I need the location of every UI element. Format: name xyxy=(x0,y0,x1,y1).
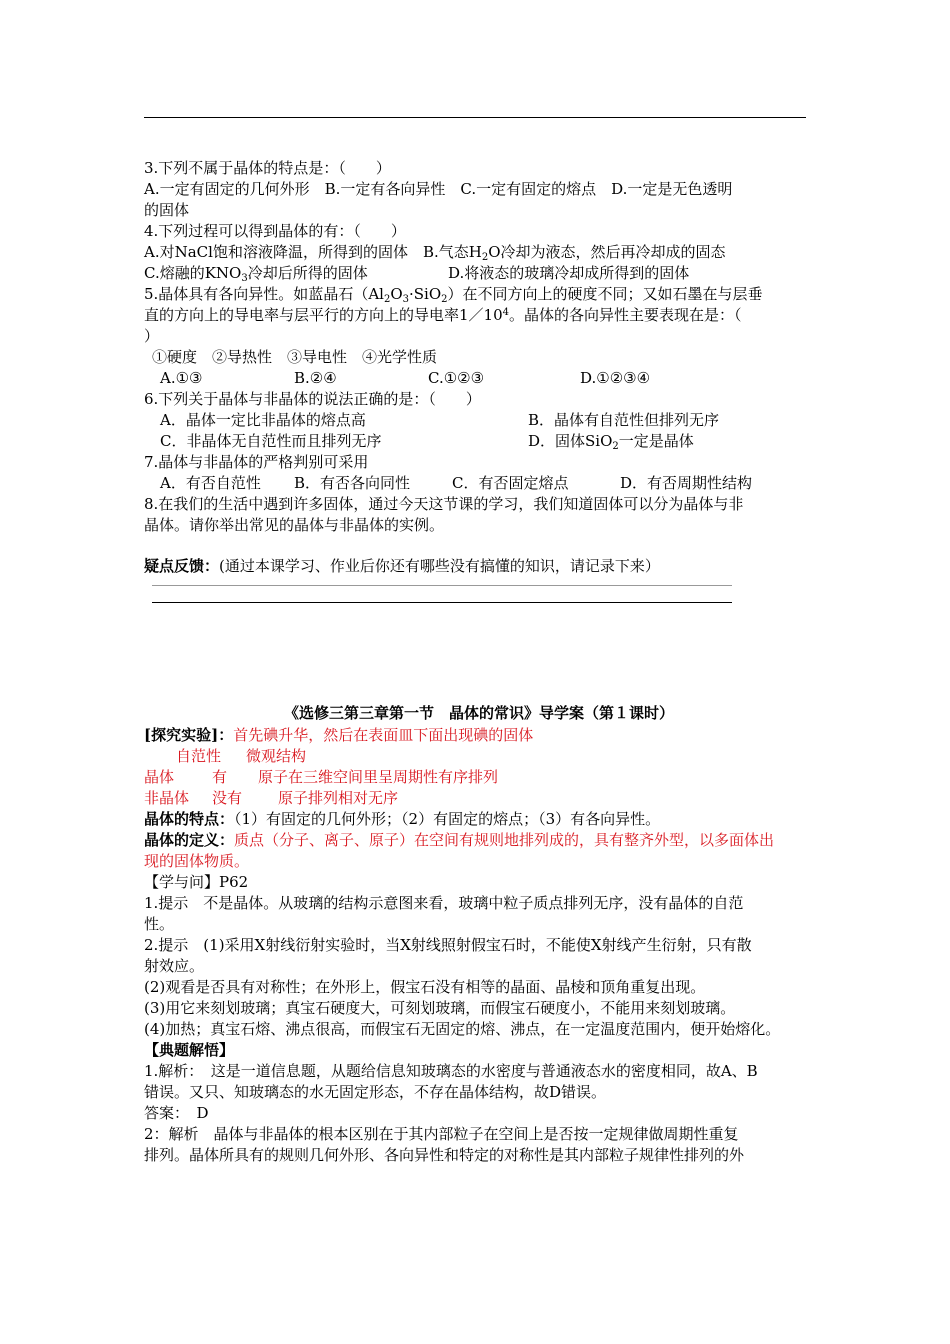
study-answer-1-line-2: 性。 xyxy=(144,915,175,933)
feedback-label: 疑点反馈： xyxy=(144,557,220,575)
typical-example-2-line-1: 2：解析 晶体与非晶体的根本区别在于其内部粒子在空间上是否按一定规律做周期性重复 xyxy=(144,1125,739,1143)
question-5-line1: 5.晶体具有各向异性。如蓝晶石$(Al_2O_3\cdot SiO_2)$在不同方向上的硬度不同；又如石墨在与层垂 xyxy=(144,285,763,305)
top-rule xyxy=(144,117,806,118)
question-4-options-ab: A.对NaCl饱和溶液降温，所得到的固体 B.气态$H_2O$冷却为液态，然后再冷却成的固态 xyxy=(144,243,726,263)
definition-line-2: 现的固体物质。 xyxy=(144,852,250,870)
definition-line-1: 晶体的定义：质点（分子、离子、原子）在空间有规则地排列成的，具有整齐外型，以多面体出 xyxy=(144,831,775,849)
feedback-text: (通过本课学习、作业后你还有哪些没有搞懂的知识，请记录下来） xyxy=(219,557,660,575)
explore-row-3: 非晶体 没有 原子排列相对无序 xyxy=(144,789,399,807)
explore-label: [探究实验]： xyxy=(144,726,234,744)
question-3-options-cont: 的固体 xyxy=(144,201,190,219)
question-5-line2: 直的方向上的导电率与层平行的方向上的导电率$1/10^4$。晶体的各向异性主要表现在是：（ xyxy=(144,306,742,324)
typical-example-2-line-2: 排列。晶体所具有的规则几何外形、各向异性和特定的对称性是其内部粒子规律性排列的外 xyxy=(144,1146,745,1164)
question-8-line2: 晶体。请你举出常见的晶体与非晶体的实例。 xyxy=(144,516,445,534)
study-answer-2-line-5: (4)加热；真宝石熔、沸点很高，而假宝石无固定的熔、沸点，在一定温度范围内，便开始熔化。 xyxy=(144,1020,781,1038)
study-header: 【学与问】P62 xyxy=(144,873,249,891)
typical-example-1-line-1: 1.解析： 这是一道信息题，从题给信息知玻璃态的水密度与普通液态水的密度相同，故A、B xyxy=(144,1062,758,1080)
page-content xyxy=(144,158,814,1166)
question-6-stem: 6.下列关于晶体与非晶体的说法正确的是：（ ） xyxy=(144,390,481,408)
explore-line xyxy=(144,725,814,746)
question-7-options: A．有否自范性 B．有否各向同性 C．有否固定熔点 D．有否周期性结构 xyxy=(160,474,753,492)
typical-header: 【典题解悟】 xyxy=(144,1041,235,1059)
feedback-line xyxy=(144,556,814,577)
features-line xyxy=(144,809,814,830)
question-6-options-cd: C．非晶体无自范性而且排列无序 D．固体SiO$_2$一定是晶体 xyxy=(160,432,694,452)
question-8-line1: 8.在我们的生活中遇到许多固体，通过今天这节课的学习，我们知道固体可以分为晶体与非 xyxy=(144,495,744,513)
definition-label: 晶体的定义： xyxy=(144,831,235,849)
study-answer-1-line-1: 1.提示 不是晶体。从玻璃的结构示意图来看，玻璃中粒子质点排列无序，没有晶体的自范 xyxy=(144,894,744,912)
study-answer-2-line-2: 射效应。 xyxy=(144,957,205,975)
typical-example-1-answer: 答案： D xyxy=(144,1104,209,1122)
question-3-options: A.一定有固定的几何外形 B.一定有各向异性 C.一定有固定的熔点 D.一定是无色透明 xyxy=(144,180,733,198)
question-3-stem: 3.下列不属于晶体的特点是：（ ） xyxy=(144,159,391,177)
question-6-options-ab: A．晶体一定比非晶体的熔点高 B．晶体有自范性但排列无序 xyxy=(160,411,720,429)
question-4-options-cd: C.熔融的$KNO_3$冷却后所得的固体 D.将液态的玻璃冷却成所得到的固体 xyxy=(144,264,690,284)
study-answer-2-line-4: (3)用它来刻划玻璃；真宝石硬度大，可刻划玻璃，而假宝石硬度小，不能用来刻划玻璃。 xyxy=(144,999,736,1017)
question-5-options: A.①③ B.②④ C.①②③ D.①②③④ xyxy=(160,369,651,387)
features-text: （1）有固定的几何外形；（2）有固定的熔点；（3）有各向异性。 xyxy=(234,810,661,828)
explore-row-1: 自范性 微观结构 xyxy=(176,747,307,765)
explore-row-2: 晶体 有 原子在三维空间里呈周期性有序排列 xyxy=(144,768,499,786)
page-title: 《选修三第三章第一节 晶体的常识》导学案（第１课时） xyxy=(283,704,674,722)
typical-example-1-line-2: 错误。又只、知玻璃态的水无固定形态，不存在晶体结构，故D错误。 xyxy=(144,1083,607,1101)
study-answer-2-line-1: 2.提示 (1)采用X射线衍射实验时，当X射线照射假宝石时，不能使X射线产生衍射，只有散 xyxy=(144,936,752,954)
question-5-line3: ） xyxy=(144,327,160,345)
question-4-stem: 4.下列过程可以得到晶体的有：（ ） xyxy=(144,222,406,240)
features-label: 晶体的特点： xyxy=(144,810,235,828)
feedback-rule-1 xyxy=(152,585,732,586)
question-5-items: ①硬度 ②导热性 ③导电性 ④光学性质 xyxy=(152,348,438,366)
feedback-rule-2 xyxy=(152,602,732,603)
question-7-stem: 7.晶体与非晶体的严格判别可采用 xyxy=(144,453,369,471)
study-answer-2-line-3: (2)观看是否具有对称性；在外形上，假宝石没有相等的晶面、晶棱和顶角重复出现。 xyxy=(144,978,706,996)
explore-text: 首先碘升华，然后在表面皿下面出现碘的固体 xyxy=(233,726,534,744)
